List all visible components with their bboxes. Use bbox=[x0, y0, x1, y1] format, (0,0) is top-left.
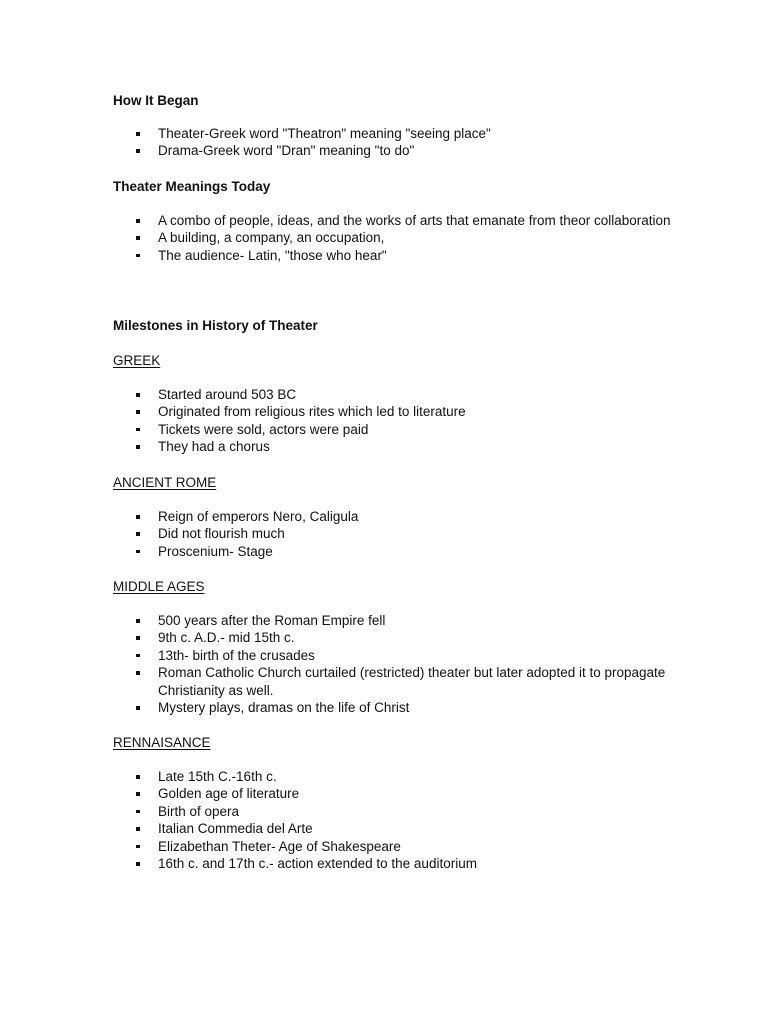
list-item bbox=[113, 438, 673, 455]
list-item bbox=[113, 247, 673, 264]
list-greek bbox=[113, 386, 673, 456]
list-item bbox=[113, 629, 673, 646]
heading-middle-ages: MIDDLE AGES bbox=[113, 579, 205, 594]
list-item bbox=[113, 838, 673, 855]
bullet-icon bbox=[136, 132, 140, 136]
list-item-text: 16th c. and 17th c.- action extended to the auditorium bbox=[158, 856, 477, 872]
list-item bbox=[113, 543, 673, 560]
bullet-icon bbox=[136, 445, 140, 449]
bullet-icon bbox=[136, 428, 140, 432]
list-item-text: 9th c. A.D.- mid 15th c. bbox=[158, 630, 295, 646]
bullet-icon bbox=[136, 254, 140, 258]
list-item-text: The audience- Latin, "those who hear" bbox=[158, 247, 387, 263]
list-item-text: Elizabethan Theter- Age of Shakespeare bbox=[158, 838, 401, 854]
bullet-icon bbox=[136, 706, 140, 710]
list-item bbox=[113, 525, 673, 542]
list-item bbox=[113, 212, 673, 229]
list-item bbox=[113, 229, 673, 246]
list-item-text: Roman Catholic Church curtailed (restricted) theater but later adopted it to propagate Christianity as well. bbox=[158, 665, 666, 698]
list-item bbox=[113, 855, 673, 872]
list-item-text: Italian Commedia del Arte bbox=[158, 821, 313, 837]
bullet-icon bbox=[136, 671, 140, 675]
list-item bbox=[113, 612, 673, 629]
heading-how-it-began: How It Began bbox=[113, 93, 199, 108]
bullet-icon bbox=[136, 827, 140, 831]
bullet-icon bbox=[136, 515, 140, 519]
list-item-text: Golden age of literature bbox=[158, 786, 300, 802]
list-item-text: Originated from religious rites which led to literature bbox=[158, 404, 466, 420]
list-item bbox=[113, 142, 673, 159]
list-item bbox=[113, 421, 673, 438]
list-item-text: Mystery plays, dramas on the life of Christ bbox=[158, 700, 410, 716]
list-item-text: Birth of opera bbox=[158, 803, 240, 819]
list-item bbox=[113, 664, 673, 699]
heading-ancient-rome: ANCIENT ROME bbox=[113, 475, 217, 490]
list-item bbox=[113, 820, 673, 837]
list-item-text: 500 years after the Roman Empire fell bbox=[158, 613, 386, 628]
list-item-text: Tickets were sold, actors were paid bbox=[158, 421, 369, 437]
bullet-icon bbox=[136, 550, 140, 554]
list-ancient-rome bbox=[113, 508, 673, 560]
list-item-text: Did not flourish much bbox=[158, 526, 285, 542]
list-item-text: A building, a company, an occupation, bbox=[158, 230, 385, 246]
list-item bbox=[113, 803, 673, 820]
bullet-icon bbox=[136, 410, 140, 414]
bullet-icon bbox=[136, 619, 140, 623]
bullet-icon bbox=[136, 236, 140, 240]
list-item-text: Late 15th C.-16th c. bbox=[158, 769, 277, 784]
bullet-icon bbox=[136, 845, 140, 849]
list-item bbox=[113, 508, 673, 525]
heading-theater-meanings-today: Theater Meanings Today bbox=[113, 179, 271, 194]
heading-milestones: Milestones in History of Theater bbox=[113, 318, 318, 333]
bullet-icon bbox=[136, 862, 140, 866]
bullet-icon bbox=[136, 219, 140, 223]
list-how-it-began bbox=[113, 125, 673, 160]
list-item bbox=[113, 768, 673, 785]
list-item-text: A combo of people, ideas, and the works of arts that emanate from theor collaboration bbox=[158, 213, 671, 228]
bullet-icon bbox=[136, 149, 140, 153]
list-item-text: Theater-Greek word "Theatron" meaning "seeing place" bbox=[158, 126, 491, 141]
bullet-icon bbox=[136, 654, 140, 658]
bullet-icon bbox=[136, 636, 140, 640]
list-item-text: Proscenium- Stage bbox=[158, 543, 273, 559]
list-item-text: Drama-Greek word "Dran" meaning "to do" bbox=[158, 143, 415, 159]
list-item-text: 13th- birth of the crusades bbox=[158, 647, 315, 663]
list-item-text: Reign of emperors Nero, Caligula bbox=[158, 509, 359, 524]
list-item bbox=[113, 647, 673, 664]
bullet-icon bbox=[136, 393, 140, 397]
list-item bbox=[113, 785, 673, 802]
bullet-icon bbox=[136, 810, 140, 814]
bullet-icon bbox=[136, 792, 140, 796]
list-item-text: Started around 503 BC bbox=[158, 387, 297, 402]
list-item bbox=[113, 386, 673, 403]
list-rennaisance bbox=[113, 768, 673, 872]
bullet-icon bbox=[136, 775, 140, 779]
list-theater-meanings-today bbox=[113, 212, 673, 264]
bullet-icon bbox=[136, 532, 140, 536]
list-item bbox=[113, 403, 673, 420]
heading-greek: GREEK bbox=[113, 353, 161, 368]
list-item-text: They had a chorus bbox=[158, 439, 270, 455]
list-item bbox=[113, 699, 673, 716]
heading-rennaisance: RENNAISANCE bbox=[113, 735, 211, 750]
list-item bbox=[113, 125, 673, 142]
list-middle-ages bbox=[113, 612, 673, 716]
